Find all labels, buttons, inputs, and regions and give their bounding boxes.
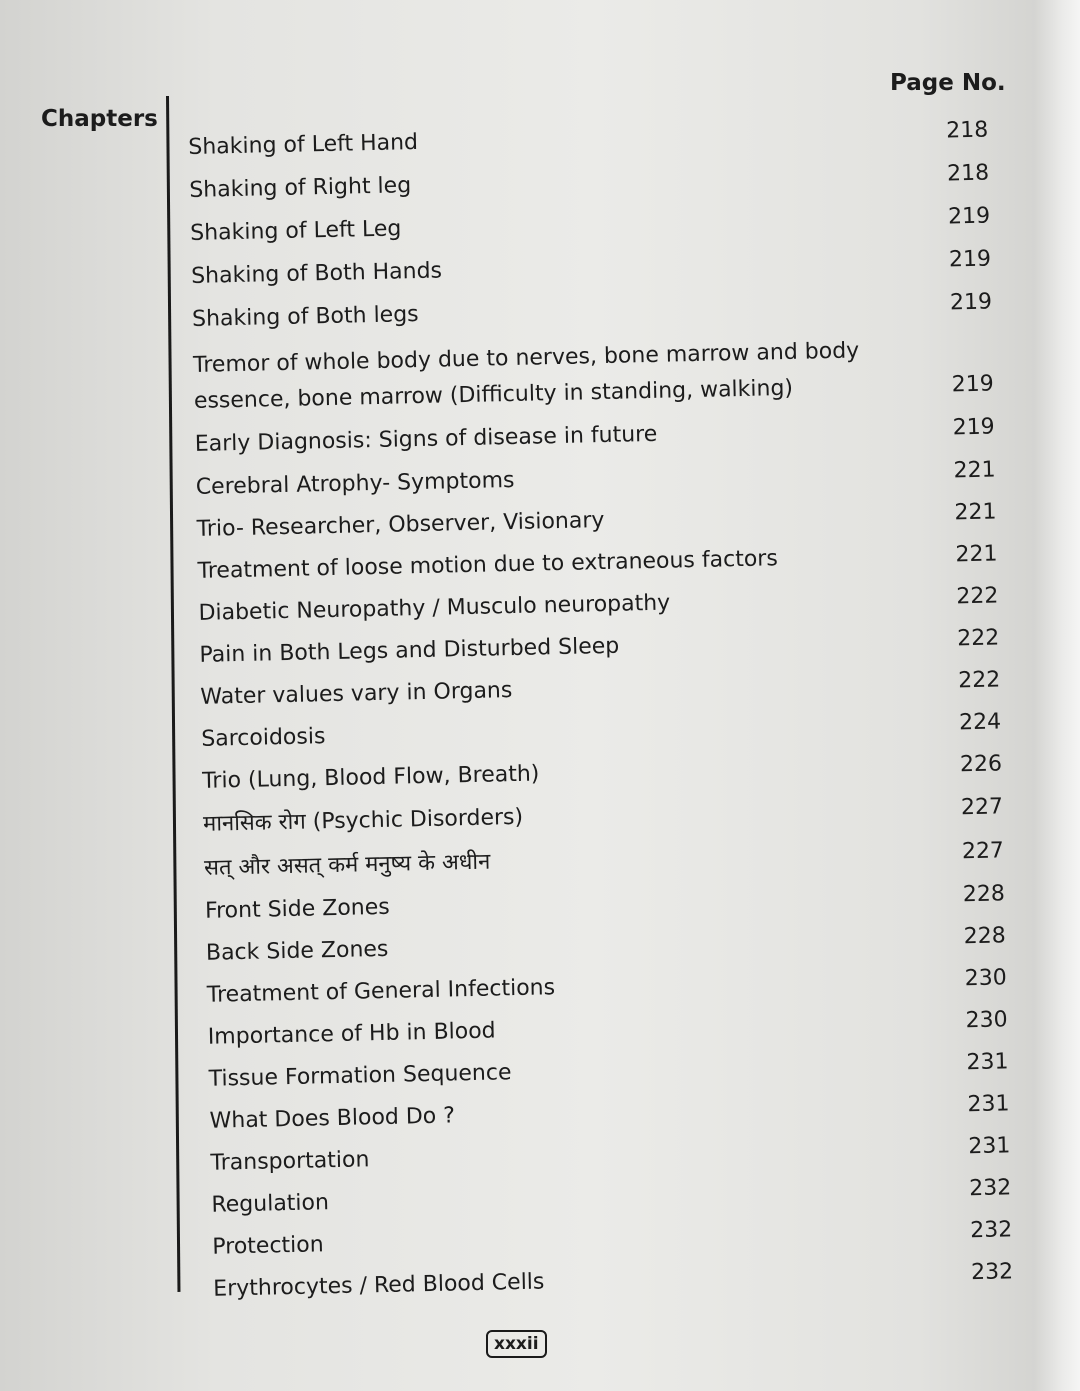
toc-entry-page: 232 <box>969 1217 1013 1244</box>
toc-entry-page: 219 <box>948 246 992 273</box>
toc-entry-title: Transportation <box>210 1147 370 1176</box>
toc-entry-title: Importance of Hb in Blood <box>207 1018 496 1050</box>
toc-entry-page: 224 <box>958 709 1002 736</box>
toc-entry-page: 219 <box>952 414 995 441</box>
toc-entry-title: Tissue Formation Sequence <box>208 1060 512 1092</box>
vertical-rule <box>166 96 180 1292</box>
toc-entry-title: Back Side Zones <box>205 936 389 966</box>
toc-entry-title: Shaking of Both legs <box>191 302 419 332</box>
toc-entry-title: Treatment of loose motion due to extraneous factors <box>197 546 779 584</box>
toc-entry-title: मानसिक रोग (Psychic Disorders) <box>202 804 524 837</box>
toc-entry-title: Cerebral Atrophy- Symptoms <box>195 467 515 500</box>
toc-entry-page: 231 <box>968 1133 1011 1160</box>
contents-list <box>188 112 1034 1310</box>
toc-entry-title: Diabetic Neuropathy / Musculo neuropathy <box>198 590 671 626</box>
toc-entry-page: 231 <box>966 1049 1009 1076</box>
toc-entry-page: 221 <box>955 541 998 568</box>
toc-entry-page: 228 <box>963 923 1007 950</box>
toc-entry <box>192 285 993 338</box>
page-number-heading: Page No. <box>890 70 1006 96</box>
toc-entry-title: What Does Blood Do ? <box>209 1103 456 1134</box>
toc-entry-page: 218 <box>945 117 989 144</box>
toc-entry-page: 221 <box>954 499 997 526</box>
toc-entry-title: Sarcoidosis <box>201 724 326 752</box>
toc-entry-page: 222 <box>957 625 1000 652</box>
toc-entry <box>203 789 1004 842</box>
toc-entry-page: 227 <box>961 838 1005 865</box>
toc-entry-page: 219 <box>947 203 991 230</box>
toc-entry-title: सत् और असत् कर्म मनुष्य के अधीन <box>203 849 491 881</box>
toc-entry-title: Protection <box>212 1232 324 1260</box>
toc-entry-title: Regulation <box>211 1190 330 1218</box>
toc-entry-page: 218 <box>946 160 990 187</box>
toc-entry-page: 231 <box>967 1091 1010 1118</box>
toc-entry-page: 222 <box>957 667 1001 694</box>
toc-entry-page: 232 <box>969 1175 1012 1202</box>
toc-entry-page: 219 <box>949 289 993 316</box>
folio-page-number: xxxii <box>486 1330 547 1358</box>
toc-entry-page: 221 <box>953 457 996 484</box>
chapters-heading: Chapters <box>41 106 158 132</box>
toc-entry-title: Trio (Lung, Blood Flow, Breath) <box>201 761 540 794</box>
toc-entry-title: Shaking of Left Hand <box>188 129 419 160</box>
toc-entry-title: Treatment of General Infections <box>206 975 556 1008</box>
toc-entry-title: Shaking of Both Hands <box>190 258 443 289</box>
toc-entry-title: Water values vary in Organs <box>200 678 513 710</box>
toc-entry-title: Shaking of Left Leg <box>189 216 402 246</box>
toc-entry-page: 227 <box>960 794 1004 821</box>
toc-entry-page: 228 <box>962 881 1006 908</box>
toc-entry-title: Erythrocytes / Red Blood Cells <box>213 1269 545 1302</box>
toc-entry-page: 219 <box>951 371 995 398</box>
toc-entry-page: 222 <box>956 583 999 610</box>
toc-entry-title: Pain in Both Legs and Disturbed Sleep <box>199 633 620 668</box>
toc-entry <box>193 330 994 419</box>
toc-entry-title: Early Diagnosis: Signs of disease in future <box>194 421 658 457</box>
toc-entry-title: Tremor of whole body due to nerves, bone marrow and body essence, bone marrow (Difficulty in standing, walking) <box>192 338 860 414</box>
toc-entry-page: 230 <box>964 965 1007 992</box>
toc-entry-title: Shaking of Right leg <box>189 173 412 203</box>
toc-entry-title: Trio- Researcher, Observer, Visionary <box>196 508 605 542</box>
page-edge-highlight <box>1034 0 1080 1391</box>
toc-entry-page: 226 <box>959 751 1003 778</box>
toc-entry-title: Front Side Zones <box>204 894 390 924</box>
toc-entry-page: 232 <box>970 1259 1014 1286</box>
toc-entry-page: 230 <box>965 1007 1008 1034</box>
